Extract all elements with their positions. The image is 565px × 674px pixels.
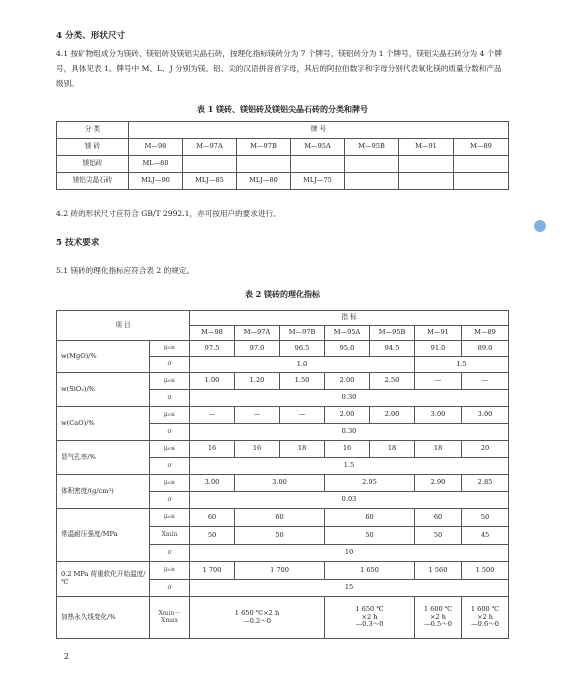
xmin-symbol: Xmin (150, 527, 190, 545)
table-cell: 2.90 (415, 475, 462, 492)
table-row (57, 407, 509, 424)
table-cell (325, 597, 415, 639)
t2-grade: M—97B (280, 326, 325, 341)
table-cell (237, 156, 291, 173)
table-cell: 1.00 (190, 373, 235, 390)
xrange-line: Xmax (161, 616, 178, 624)
cell-line: —0.3～0 (355, 620, 384, 629)
table-cell: MLJ—90 (129, 173, 183, 190)
t2-grade: M—98 (190, 326, 235, 341)
cell-line: ×2 h (361, 612, 378, 621)
table-cell: 2.00 (325, 373, 370, 390)
table-row (57, 156, 509, 173)
t2-label-sio2: w(SiO₂)/% (57, 373, 150, 407)
table-cell: 0.30 (190, 390, 509, 407)
table-cell (454, 156, 509, 173)
table-row (57, 441, 509, 458)
sigma-symbol: σ (150, 458, 190, 475)
t2-grade: M—97A (235, 326, 280, 341)
mu-symbol: μ₀≥ (150, 475, 190, 492)
t1-row-label: 镁 砖 (57, 139, 129, 156)
section-5-title: 5 技术要求 (56, 238, 100, 248)
table-cell: 89.0 (462, 341, 509, 357)
table-cell: 97.5 (190, 341, 235, 357)
table-cell: 3.00 (190, 475, 235, 492)
table-cell: 50 (415, 527, 462, 545)
table-cell: M—91 (399, 139, 454, 156)
table-cell: 2.50 (370, 373, 415, 390)
t1-head-grade: 牌 号 (129, 122, 509, 139)
table-cell: 50 (190, 527, 235, 545)
table-cell: 2.00 (370, 407, 415, 424)
table-cell (345, 173, 399, 190)
table-cell: 50 (462, 509, 509, 527)
xrange-symbol (150, 597, 190, 639)
table-cell (399, 156, 454, 173)
t2-label-mgo: w(MgO)/% (57, 341, 150, 373)
table-cell: 20 (462, 441, 509, 458)
table-cell: 18 (280, 441, 325, 458)
side-badge-icon (534, 220, 546, 232)
table-cell: 60 (325, 509, 415, 527)
table-2 (56, 310, 509, 639)
mu-symbol: μ₀≥ (150, 509, 190, 527)
paragraph-4-2: 4.2 砖的形状尺寸应符合 GB/T 2992.1，亦可按用户的要求进行。 (56, 209, 281, 218)
table-cell: 2.85 (462, 475, 509, 492)
cell-line: —0.2～0 (243, 616, 271, 625)
paragraph-4-1: 4.1 按矿物组成分为镁砖、镁铝砖及镁铝尖晶石砖，按理化指标镁砖分为 7 个牌号，镁铝砖分为 1 个牌号，镁铝尖晶石砖分为 4 个牌号，具体见表 1。牌号中 M、L、J 分别为镁、铝、尖的汉语拼音首字母，其后的阿拉伯数字和字母分别代表氧化镁的质量分数和产品级别。 (56, 49, 502, 88)
table-cell: 16 (325, 441, 370, 458)
table-cell: 50 (325, 527, 415, 545)
table-cell: 96.5 (280, 341, 325, 357)
section-4-title: 4 分类、形状尺寸 (56, 31, 126, 41)
table-cell: — (280, 407, 325, 424)
cell-line: —0.5～0 (424, 620, 452, 629)
table-cell: M—95B (345, 139, 399, 156)
sigma-symbol: σ (150, 492, 190, 509)
table-cell: 45 (462, 527, 509, 545)
table-cell: 3.00 (415, 407, 462, 424)
t2-grade: M—95A (325, 326, 370, 341)
t2-label-plc: 加热永久线变化/% (57, 597, 150, 639)
t2-label-density: 体积密度/(g/cm³) (57, 475, 150, 509)
table-cell: 60 (235, 509, 325, 527)
table-cell: 18 (415, 441, 462, 458)
table-cell: 2.95 (325, 475, 415, 492)
table-cell: MLJ—80 (237, 173, 291, 190)
table-cell: M—98 (129, 139, 183, 156)
table-cell: 1 650 (325, 562, 415, 580)
table-cell: 1 700 (235, 562, 325, 580)
table-cell: — (190, 407, 235, 424)
table-cell (345, 156, 399, 173)
table-row (57, 509, 509, 527)
table-cell: 1.20 (235, 373, 280, 390)
table-cell: 91.0 (415, 341, 462, 357)
table-cell: 1.5 (190, 458, 509, 475)
sigma-symbol: σ (150, 424, 190, 441)
t2-grade: M—95B (370, 326, 415, 341)
table-cell: M—97A (183, 139, 237, 156)
table-row (57, 173, 509, 190)
t2-grade: M—91 (415, 326, 462, 341)
table-cell (399, 173, 454, 190)
table-cell: 10 (190, 545, 509, 562)
table-cell: 1.0 (190, 357, 415, 373)
table-cell (190, 597, 325, 639)
table-cell: 1 560 (415, 562, 462, 580)
table-row (57, 475, 509, 492)
table-cell (462, 597, 509, 639)
cell-line: 1 650 ℃ (355, 605, 384, 614)
table-row (57, 597, 509, 639)
table-cell: 18 (370, 441, 415, 458)
table-cell: M—97B (237, 139, 291, 156)
mu-symbol: μ₀≤ (150, 407, 190, 424)
table-cell: 1.50 (280, 373, 325, 390)
table-cell: 1 500 (462, 562, 509, 580)
xrange-line: Xmin～ (158, 609, 181, 617)
table-cell: M—89 (454, 139, 509, 156)
table-cell: — (415, 373, 462, 390)
paragraph-5-1: 5.1 镁砖的理化指标应符合表 2 的规定。 (56, 266, 195, 275)
table-cell: 3.00 (462, 407, 509, 424)
table-cell (291, 156, 345, 173)
page-number: 2 (64, 652, 70, 661)
t2-label-rul: 0.2 MPa 荷重软化开始温度/℃ (57, 562, 150, 597)
table-cell (415, 597, 462, 639)
table-row (57, 562, 509, 580)
mu-symbol: μ₀≥ (150, 341, 190, 357)
table-cell: MLJ—85 (183, 173, 237, 190)
cell-line: 1 600 ℃ (423, 605, 453, 614)
table-cell: 95.0 (325, 341, 370, 357)
table-cell: M—95A (291, 139, 345, 156)
table-cell: 2.00 (325, 407, 370, 424)
table-row (57, 341, 509, 357)
table-cell: ML—80 (129, 156, 183, 173)
table-cell: 0.03 (190, 492, 509, 509)
t2-grade: M—89 (462, 326, 509, 341)
sigma-symbol: σ (150, 580, 190, 597)
table-cell: 16 (235, 441, 280, 458)
cell-line: 1 600 ℃ (470, 605, 500, 614)
table-cell: 0.30 (190, 424, 509, 441)
mu-symbol: μ₀≥ (150, 562, 190, 580)
table-cell (454, 173, 509, 190)
t1-row-label: 镁铝尖晶石砖 (57, 173, 129, 190)
table-cell: 3.00 (235, 475, 325, 492)
table-1-caption: 表 1 镁砖、镁铝砖及镁铝尖晶石砖的分类和牌号 (196, 104, 369, 114)
t2-head-index: 指 标 (190, 311, 509, 326)
table-cell: 1.5 (415, 357, 509, 373)
table-cell: 50 (235, 527, 325, 545)
table-row (57, 139, 509, 156)
t1-head-class: 分 类 (57, 122, 129, 139)
sigma-symbol: σ (150, 390, 190, 407)
table-cell: MLJ—75 (291, 173, 345, 190)
mu-symbol: μ₀≤ (150, 373, 190, 390)
mu-symbol: μ₀≤ (150, 441, 190, 458)
table-cell: 97.0 (235, 341, 280, 357)
t2-label-ccs: 常温耐压强度/MPa (57, 509, 150, 562)
table-cell: 60 (190, 509, 235, 527)
t1-row-label: 镁铝砖 (57, 156, 129, 173)
table-cell: — (235, 407, 280, 424)
table-cell: 15 (190, 580, 509, 597)
table-1 (56, 121, 509, 190)
cell-line: ×2 h (429, 612, 447, 621)
t2-label-porosity: 显气孔率/% (57, 441, 150, 475)
sigma-symbol: σ (150, 545, 190, 562)
table-cell: — (462, 373, 509, 390)
cell-line: ×2 h (476, 612, 494, 621)
cell-line: 1 650 ℃×2 h (234, 608, 280, 617)
t2-label-cao: w(CaO)/% (57, 407, 150, 441)
sigma-symbol: σ (150, 357, 190, 373)
table-cell: 16 (190, 441, 235, 458)
t2-head-item: 项 目 (57, 311, 190, 341)
table-cell (183, 156, 237, 173)
table-cell: 60 (415, 509, 462, 527)
table-2-caption: 表 2 镁砖的理化指标 (244, 289, 321, 299)
table-cell: 94.5 (370, 341, 415, 357)
table-cell: 1 700 (190, 562, 235, 580)
table-row (57, 373, 509, 390)
cell-line: —0.6～0 (471, 620, 499, 629)
